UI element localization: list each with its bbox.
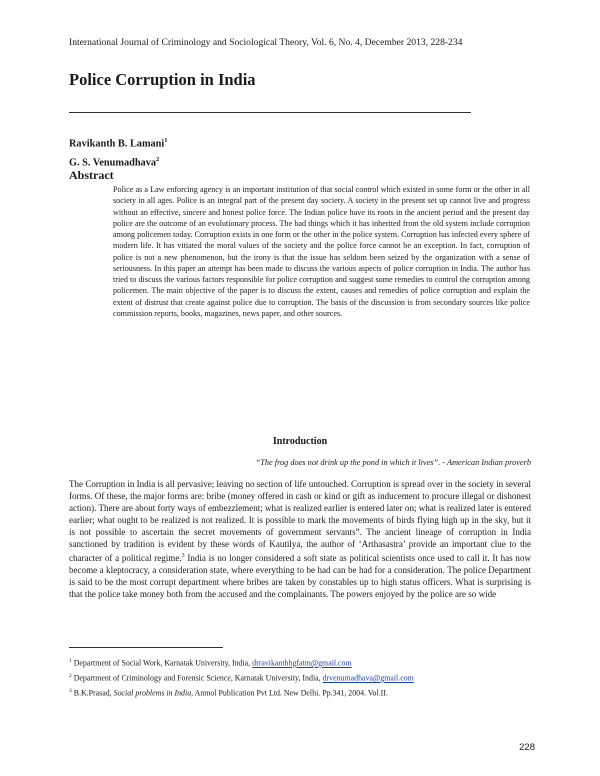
- footnote-mark: 3: [69, 688, 72, 695]
- footnote-3: [69, 685, 539, 700]
- author-name: G. S. Venumadhava: [69, 157, 156, 169]
- footnote-text: Department of Social Work, Karnatak University, India,: [73, 658, 253, 668]
- title-divider: [69, 112, 471, 113]
- intro-paragraph-part2: India is no longer considered a soft state as political scientists once used to call it. It has now become a kleptocracy, a consideration state, where everything to be had can be had for a consideration. The police Department is said to be the most corrupt department where bribes are taken by constables up to high status officers. What is surprising is that the police take money both from the accused and the complainants. The powers enjoyed by the police are so wide: [69, 553, 532, 600]
- footnote-divider: [69, 647, 223, 648]
- abstract-heading: Abstract: [69, 168, 114, 182]
- author-footnote-mark: 1: [164, 137, 168, 144]
- footnotes: [69, 655, 539, 700]
- intro-paragraph-part1: The Corruption in India is all pervasive; leaving no section of life untouched. Corruption is spread over in the society in several forms. Of these, the major forms are: bribe (money offered in cash or kind or gift as inducement to procure illegal or dishonest action). There are about forty ways of embezzlement; what is realized earlier is entered later on; what is realized later is entered earlier; what ought to be realized is not realized. It is possible to mark the movements of birds flying high up in the sky, but it is not possible to ascertain the secret movements of government servants”. The ancient lineage of corruption in India sanctioned by tradition is evident by these words of Kautilya, the author of ‘Arthasastra’ provide an important clue to the character of a political regime.: [69, 479, 532, 564]
- footnote-rest: , Anmol Publication Pvt Ltd. New Delhi. Pp.341, 2004. Vol.II.: [191, 688, 388, 698]
- email-link[interactable]: drvenumadhava@gmail.com: [322, 673, 414, 683]
- epigraph-quote: “The frog does not drink up the pond in which it lives”. -: [255, 458, 446, 467]
- footnote-mark: 2: [69, 673, 72, 680]
- introduction-heading: Introduction: [272, 436, 328, 447]
- author-1: [69, 133, 168, 152]
- footnote-1: [69, 655, 539, 670]
- running-header: International Journal of Criminology and Sociological Theory, Vol. 6, No. 4, December 2013, 228-234: [69, 37, 463, 48]
- abstract-text: Police as a Law enforcing agency is an important institution of that social control which existed in some form or the other in all society in all ages. Police is an integral part of the present day society. A society in the present set up cannot live and progress without an effective, sincere and honest police force. The Indian police have its roots in the ancient period and the present day police are the outcome of an evolutionary process. The bad things which it has inherited from the old system include corruption among policemen today. Corruption exists in one form or the other in the police system. Corruption has infected every sphere of modern life. It has vitiated the moral values of the society and the police force cannot be an exception. In fact, corruption of police is not a new phenomenon, but the irony is that the issue has seldom been seized by the organization with a sense of seriousness. In this paper an attempt has been made to discuss the various aspects of police corruption in India. The author has tried to discuss the various factors responsible for police corruption and suggest some remedies to control the corruption among policemen. The main objective of the paper is to discuss the extent, causes and remedies of police corruption and explain the extent of distrust that create against police due to corruption. The basis of the discussion is from secondary sources like police commission reports, books, magazines, news paper, and other sources.: [113, 185, 530, 318]
- email-link[interactable]: drravikanthbgfatm@gmail.com: [252, 658, 352, 668]
- author-name: Ravikanth B. Lamani: [69, 138, 165, 150]
- epigraph-source: American Indian proverb: [446, 458, 531, 467]
- footnote-2: [69, 670, 539, 685]
- paper-title: Police Corruption in India: [69, 70, 256, 89]
- intro-footnote-mark: 3: [181, 553, 185, 559]
- author-footnote-mark: 2: [156, 155, 160, 163]
- footnote-prefix: B.K.Prasad,: [73, 688, 114, 698]
- page-number: 228: [519, 742, 535, 753]
- footnote-mark: 1: [69, 658, 72, 664]
- footnote-text: Department of Criminology and Forensic Science, Karnatak University, India,: [73, 673, 323, 683]
- footnote-book-title: Social problems in India: [113, 688, 192, 698]
- epigraph: [100, 458, 531, 467]
- introduction-text: [69, 478, 531, 600]
- author-list: [69, 133, 168, 171]
